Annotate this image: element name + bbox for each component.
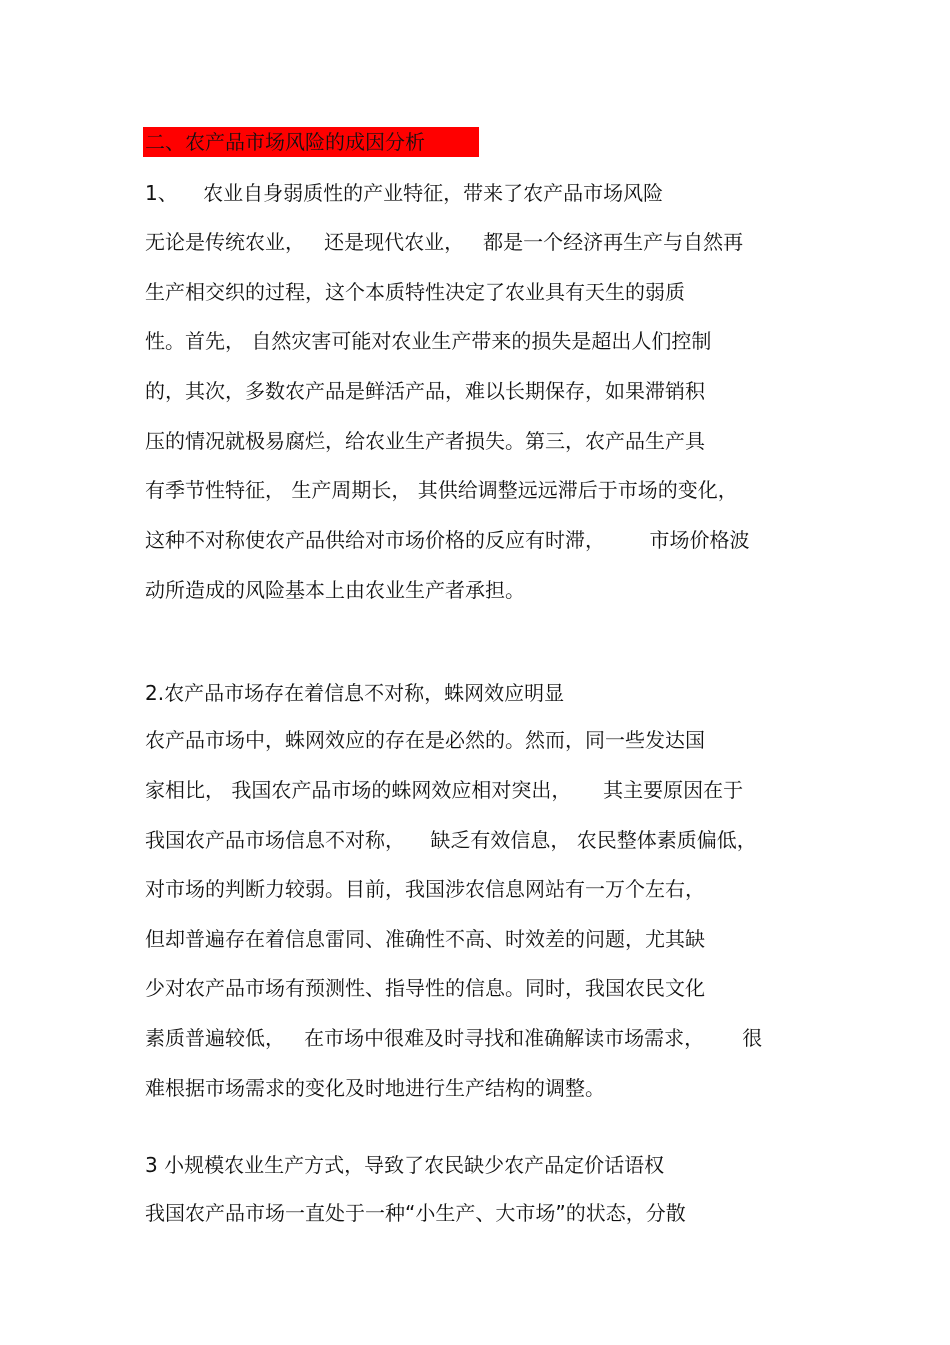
paragraph-line: 少对农产品市场有预测性、指导性的信息。同时，我国农民文化 bbox=[145, 976, 705, 1000]
paragraph-line: 难根据市场需求的变化及时地进行生产结构的调整。 bbox=[145, 1076, 605, 1100]
section2-title: 2.农产品市场存在着信息不对称，蛛网效应明显 bbox=[145, 681, 565, 705]
paragraph-line: 我国农产品市场信息不对称， 缺乏有效信息， 农民整体素质偏低， bbox=[145, 828, 757, 852]
paragraph-line: 这种不对称使农产品供给对市场价格的反应有时滞， 市场价格波 bbox=[145, 528, 750, 552]
paragraph-line: 素质普遍较低， 在市场中很难及时寻找和准确解读市场需求， 很 bbox=[145, 1026, 763, 1050]
paragraph-line: 的，其次，多数农产品是鲜活产品，难以长期保存，如果滞销积 bbox=[145, 379, 705, 403]
paragraph-line: 无论是传统农业， 还是现代农业， 都是一个经济再生产与自然再 bbox=[145, 230, 744, 254]
section-heading: 二、农产品市场风险的成因分析 bbox=[143, 127, 479, 157]
paragraph-line: 但却普遍存在着信息雷同、准确性不高、时效差的问题，尤其缺 bbox=[145, 927, 705, 951]
paragraph-line: 农产品市场中，蛛网效应的存在是必然的。然而，同一些发达国 bbox=[145, 728, 705, 752]
paragraph-line: 我国农产品市场一直处于一种“小生产、大市场”的状态，分散 bbox=[145, 1201, 686, 1225]
section1-title: 1、 农业自身弱质性的产业特征，带来了农产品市场风险 bbox=[145, 181, 664, 205]
paragraph-line: 家相比， 我国农产品市场的蛛网效应相对突出， 其主要原因在于 bbox=[145, 778, 744, 802]
paragraph-line: 对市场的判断力较弱。目前，我国涉农信息网站有一万个左右， bbox=[145, 877, 705, 901]
paragraph-line: 有季节性特征， 生产周期长， 其供给调整远远滞后于市场的变化， bbox=[145, 478, 738, 502]
section3-title: 3 小规模农业生产方式，导致了农民缺少农产品定价话语权 bbox=[145, 1153, 665, 1177]
paragraph-line: 压的情况就极易腐烂，给农业生产者损失。第三，农产品生产具 bbox=[145, 429, 705, 453]
paragraph-line: 生产相交织的过程，这个本质特性决定了农业具有天生的弱质 bbox=[145, 280, 685, 304]
paragraph-line: 动所造成的风险基本上由农业生产者承担。 bbox=[145, 578, 525, 602]
paragraph-line: 性。首先， 自然灾害可能对农业生产带来的损失是超出人们控制 bbox=[145, 329, 712, 353]
